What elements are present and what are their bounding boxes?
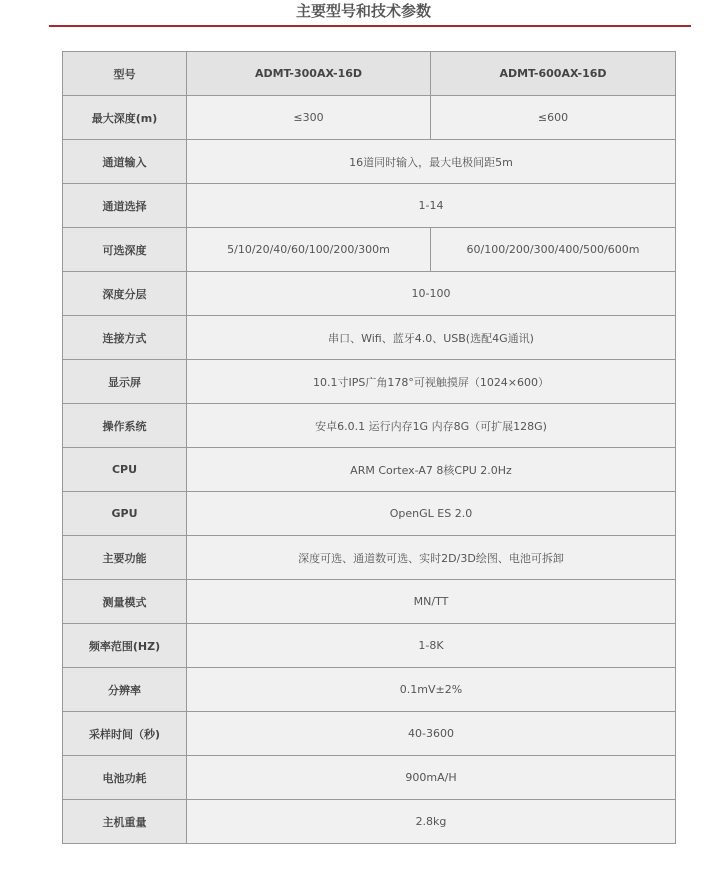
spec-table-body: [63, 52, 676, 844]
header-label-cell: 型号: [63, 52, 187, 96]
row-label-cell: 通道选择: [63, 184, 187, 228]
row-label-cell: 显示屏: [63, 360, 187, 404]
table-row: [63, 580, 676, 624]
row-value-cell: 10.1寸IPS广角178°可视触摸屏（1024×600）: [187, 360, 676, 404]
row-value-cell: 0.1mV±2%: [187, 668, 676, 712]
row-value-cell: 900mA/H: [187, 756, 676, 800]
table-row: [63, 492, 676, 536]
row-value-cell: ≤300: [187, 96, 431, 140]
table-row: [63, 800, 676, 844]
row-value-cell: ≤600: [431, 96, 676, 140]
spec-table: [62, 51, 676, 844]
table-row: [63, 668, 676, 712]
table-row: [63, 712, 676, 756]
header-model-cell: ADMT-300AX-16D: [187, 52, 431, 96]
page-title: 主要型号和技术参数: [295, 2, 431, 20]
row-label-cell: CPU: [63, 448, 187, 492]
row-value-cell: MN/TT: [187, 580, 676, 624]
row-label-cell: 主要功能: [63, 536, 187, 580]
row-label-cell: 主机重量: [63, 800, 187, 844]
table-row: [63, 404, 676, 448]
row-label-cell: GPU: [63, 492, 187, 536]
row-value-cell: ARM Cortex-A7 8核CPU 2.0Hz: [187, 448, 676, 492]
row-value-cell: 16道同时输入，最大电极间距5m: [187, 140, 676, 184]
table-row: [63, 536, 676, 580]
table-header-row: [63, 52, 676, 96]
table-row: [63, 184, 676, 228]
row-value-cell: 5/10/20/40/60/100/200/300m: [187, 228, 431, 272]
row-label-cell: 采样时间（秒): [63, 712, 187, 756]
row-value-cell: 安卓6.0.1 运行内存1G 内存8G（可扩展128G): [187, 404, 676, 448]
table-row: [63, 228, 676, 272]
table-row: [63, 448, 676, 492]
row-value-cell: OpenGL ES 2.0: [187, 492, 676, 536]
row-value-cell: 1-14: [187, 184, 676, 228]
table-row: [63, 360, 676, 404]
header-model-cell: ADMT-600AX-16D: [431, 52, 676, 96]
row-value-cell: 串口、Wifi、蓝牙4.0、USB(选配4G通讯): [187, 316, 676, 360]
row-label-cell: 连接方式: [63, 316, 187, 360]
row-label-cell: 可选深度: [63, 228, 187, 272]
row-label-cell: 操作系统: [63, 404, 187, 448]
row-value-cell: 2.8kg: [187, 800, 676, 844]
row-label-cell: 通道输入: [63, 140, 187, 184]
table-row: [63, 96, 676, 140]
row-label-cell: 最大深度(m): [63, 96, 187, 140]
table-row: [63, 140, 676, 184]
table-row: [63, 756, 676, 800]
table-row: [63, 316, 676, 360]
row-label-cell: 电池功耗: [63, 756, 187, 800]
title-underline: [49, 25, 691, 27]
table-row: [63, 272, 676, 316]
row-value-cell: 10-100: [187, 272, 676, 316]
row-label-cell: 深度分层: [63, 272, 187, 316]
row-label-cell: 分辨率: [63, 668, 187, 712]
row-value-cell: 60/100/200/300/400/500/600m: [431, 228, 676, 272]
table-row: [63, 624, 676, 668]
row-value-cell: 深度可选、通道数可选、实时2D/3D绘图、电池可拆卸: [187, 536, 676, 580]
row-value-cell: 40-3600: [187, 712, 676, 756]
row-value-cell: 1-8K: [187, 624, 676, 668]
row-label-cell: 频率范围(HZ): [63, 624, 187, 668]
row-label-cell: 测量模式: [63, 580, 187, 624]
